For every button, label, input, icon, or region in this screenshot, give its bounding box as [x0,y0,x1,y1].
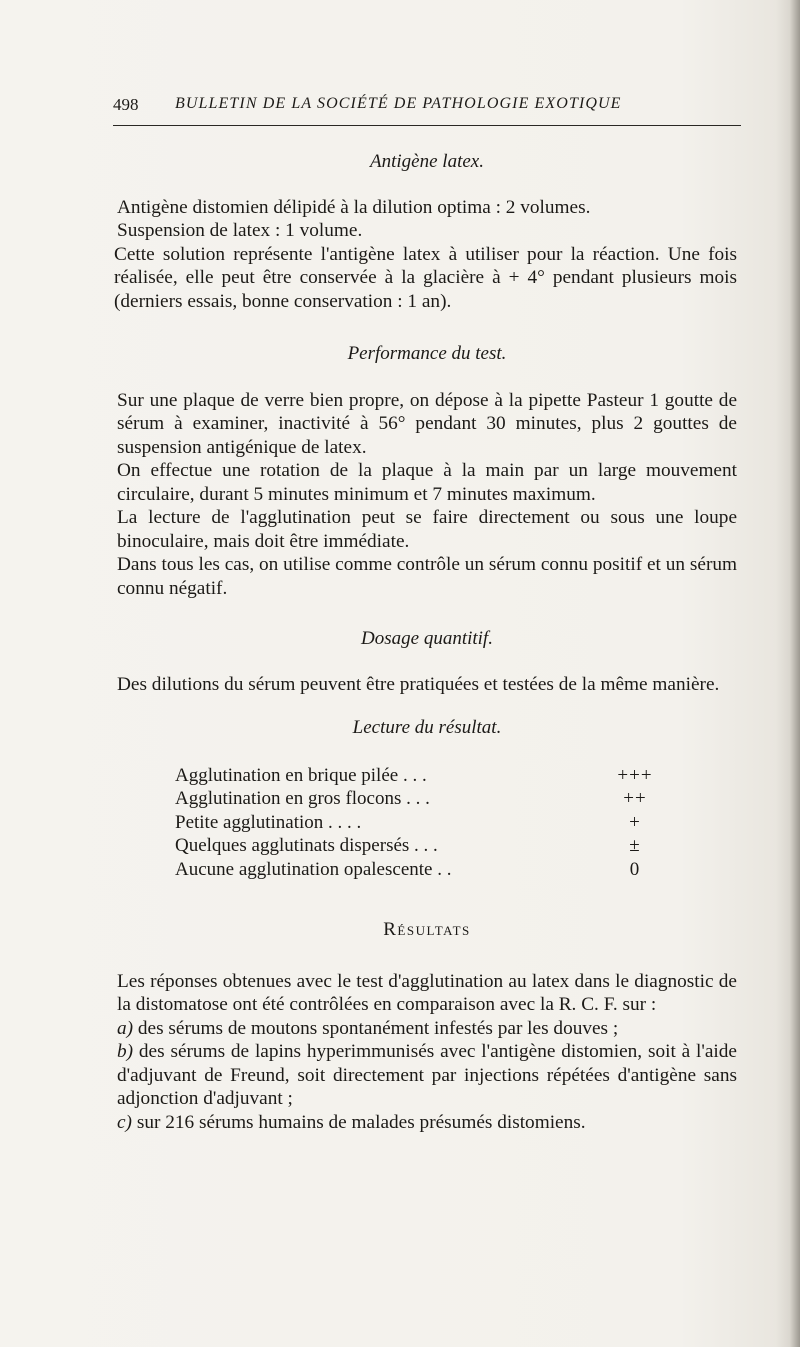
paragraph: La lecture de l'agglutination peut se faire directement ou sous une loupe binoculaire, mais doit être immédiate. [117,507,737,552]
paragraph: Suspension de latex : 1 volume. [117,220,363,241]
scale-label: Agglutination en gros flocons . . . [175,788,430,809]
paragraph: Sur une plaque de verre bien propre, on dépose à la pipette Pasteur 1 goutte de sérum à examiner, inactivité à 56° pendant 30 minutes, plus 2 gouttes de suspension antigénique de latex. [117,389,737,458]
article-body [114,150,737,1134]
list-marker: a) [117,1017,134,1039]
page-number: 498 [113,95,139,114]
table-row [175,787,675,811]
paragraph: Les réponses obtenues avec le test d'agglutination au latex dans le diagnostic de la distomatose ont été contrôlées en comparaison avec la R. C. F. sur : [117,970,737,1015]
section-heading-antigene-latex: Antigène latex. [370,151,484,172]
scale-score: ± [629,835,641,856]
scale-score: + [629,811,641,833]
paragraph: Cette solution représente l'antigène latex à utiliser pour la réaction. Une fois réalisée, elle peut être conservée à la glacière à + 4° pendant plusieurs mois (derniers essais, bonne conservation : 1 an). [114,243,737,312]
scale-score: +++ [617,764,653,786]
running-title: BULLETIN DE LA SOCIÉTÉ DE PATHOLOGIE EXOTIQUE [175,95,622,112]
page-header [113,95,743,121]
list-item [117,1040,737,1111]
page-edge-shadow [790,0,800,1347]
paragraph: Des dilutions du sérum peuvent être pratiquées et testées de la même manière. [117,673,720,695]
table-row [175,764,675,788]
scale-label: Aucune agglutination opalescente . . [175,858,452,880]
scale-label: Quelques agglutinats dispersés . . . [175,835,438,856]
section-heading-dosage: Dosage quantitif. [361,628,493,649]
list-marker: c) [117,1111,132,1133]
agglutination-scale-table [175,764,675,882]
section-heading-lecture: Lecture du résultat. [352,717,502,738]
table-row [175,858,675,882]
list-item-text: sur 216 sérums humains de malades présumés distomiens. [136,1111,586,1133]
paragraph: Dans tous les cas, on utilise comme contrôle un sérum connu positif et un sérum connu négatif. [117,554,737,599]
table-row [175,834,675,858]
table-row [175,811,675,835]
paragraph: Antigène distomien délipidé à la dilution optima : 2 volumes. [117,196,591,218]
scale-label: Petite agglutination . . . . [175,811,362,833]
header-rule [113,125,741,126]
paragraph: On effectue une rotation de la plaque à la main par un large mouvement circulaire, durant 5 minutes minimum et 7 minutes maximum. [117,460,737,505]
scale-score: 0 [629,858,641,880]
list-item-text: des sérums de lapins hyperimmunisés avec l'antigène distomien, soit à l'aide d'adjuvant de Freund, soit directement par injections répétées d'antigène sans adjonction d'adjuvant ; [117,1041,737,1109]
section-heading-resultats: Résultats [383,919,471,940]
list-item-text: des sérums de moutons spontanément infestés par les douves ; [137,1017,619,1039]
scale-score: ++ [623,788,647,809]
list-item [117,1111,737,1135]
list-item [117,1017,737,1041]
section-heading-performance: Performance du test. [347,343,507,364]
scale-label: Agglutination en brique pilée . . . [175,764,427,786]
list-marker: b) [117,1041,134,1062]
